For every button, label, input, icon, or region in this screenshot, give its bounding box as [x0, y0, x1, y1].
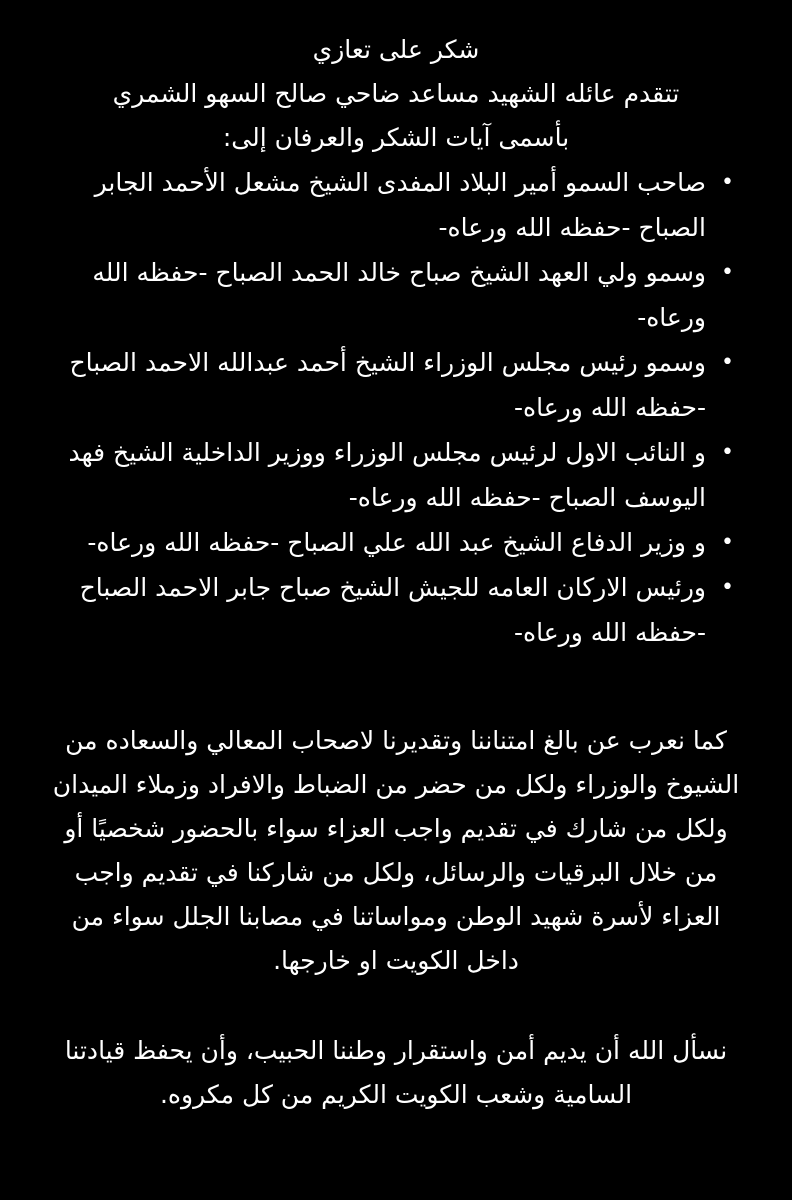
bullet-icon: •	[721, 440, 734, 465]
dignitaries-list	[50, 160, 742, 655]
dignitary-text: و النائب الاول لرئيس مجلس الوزراء ووزير الداخلية الشيخ فهد اليوسف الصباح -حفظه الله ورعاه-	[68, 438, 706, 512]
bullet-icon: •	[721, 350, 734, 375]
dignitary-text: وسمو ولي العهد الشيخ صباح خالد الحمد الصباح -حفظه الله ورعاه-	[92, 258, 706, 332]
dignitary-item-chief-of-staff	[50, 565, 742, 655]
dignitary-text: ورئيس الاركان العامه للجيش الشيخ صباح جابر الاحمد الصباح -حفظه الله ورعاه-	[79, 573, 706, 647]
bullet-icon: •	[721, 170, 734, 195]
notice-title: شكر على تعازي	[312, 35, 480, 64]
dignitary-text: صاحب السمو أمير البلاد المفدى الشيخ مشعل الأحمد الجابر الصباح -حفظه الله ورعاه-	[94, 168, 706, 242]
dignitary-item-amir	[50, 160, 742, 250]
dignitary-text: و وزير الدفاع الشيخ عبد الله علي الصباح -حفظه الله ورعاه-	[87, 528, 706, 557]
prayer-paragraph: نسأل الله أن يديم أمن واستقرار وطننا الحبيب، وأن يحفظ قيادتنا السامية وشعب الكويت الكريم من كل مكروه.	[64, 1036, 728, 1109]
thanks-intro-line: بأسمى آيات الشكر والعرفان إلى:	[222, 123, 570, 152]
dignitary-text: وسمو رئيس مجلس الوزراء الشيخ أحمد عبدالله الاحمد الصباح -حفظه الله ورعاه-	[69, 348, 706, 422]
dignitary-item-crown-prince	[50, 250, 742, 340]
dignitary-item-prime-minister	[50, 340, 742, 430]
gratitude-paragraph: كما نعرب عن بالغ امتناننا وتقديرنا لاصحاب المعالي والسعاده من الشيوخ والوزراء ولكل من حضر من الضباط والافراد وزملاء الميدان ولكل من شارك في تقديم واجب العزاء سواء بالحضور شخصيًا أو من خلال البرقيات والرسائل، ولكل من شاركنا في تقديم واجب العزاء لأسرة شهيد الوطن ومواساتنا في مصابنا الجلل سواء من داخل الكويت او خارجها.	[52, 726, 740, 975]
dignitary-item-defense-minister	[50, 520, 742, 565]
family-line: تتقدم عائله الشهيد مساعد ضاحي صالح السهو الشمري	[112, 79, 680, 108]
dignitary-item-interior-minister	[50, 430, 742, 520]
bullet-icon: •	[721, 260, 734, 285]
bullet-icon: •	[721, 530, 734, 555]
bullet-icon: •	[721, 575, 734, 600]
